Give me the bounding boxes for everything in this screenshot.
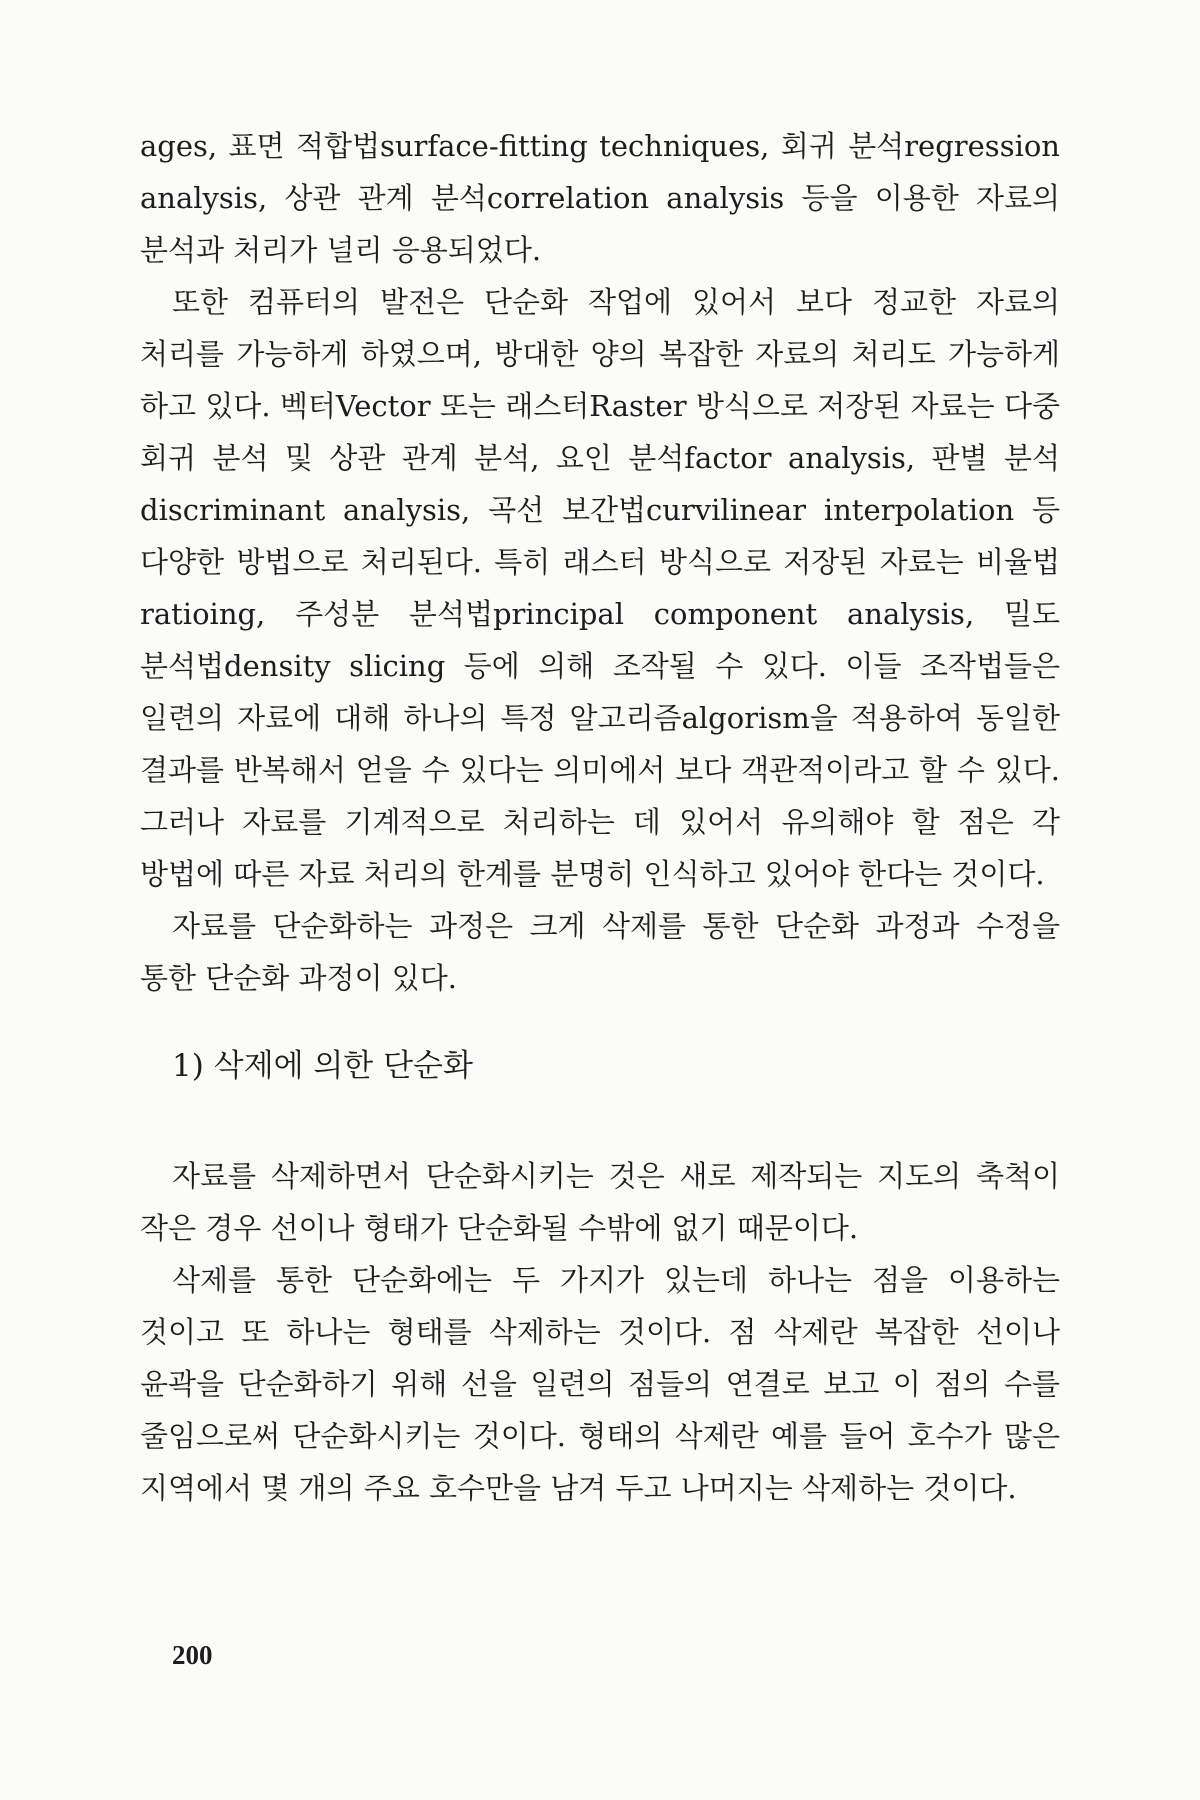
body-text-bottom — [140, 1150, 1060, 1514]
section-heading: 1) 삭제에 의한 단순화 — [172, 1048, 473, 1084]
page-number: 200 — [172, 1640, 213, 1670]
paragraph-deletion-methods: 삭제를 통한 단순화에는 두 가지가 있는데 하나는 점을 이용하는 것이고 또 하나는 형태를 삭제하는 것이다. 점 삭제란 복잡한 선이나 윤곽을 단순화하기 위해 선을 일련의 점들의 연결로 보고 이 점의 수를 줄임으로써 단순화시키는 것이다. 형태의 삭제란 예를 들어 호수가 많은 지역에서 몇 개의 주요 호수만을 남겨 두고 나머지는 삭제하는 것이다. — [140, 1263, 1060, 1505]
paragraph-simplification-process: 자료를 단순화하는 과정은 크게 삭제를 통한 단순화 과정과 수정을 통한 단순화 과정이 있다. — [140, 909, 1060, 995]
paragraph-computer-processing: 또한 컴퓨터의 발전은 단순화 작업에 있어서 보다 정교한 자료의 처리를 가능하게 하였으며, 방대한 양의 복잡한 자료의 처리도 가능하게 하고 있다. 벡터Vector 또는 래스터Raster 방식으로 저장된 자료는 다중 회귀 분석 및 상관 관계 분석, 요인 분석factor analysis, 판별 분석 discriminant analysis, 곡선 보간법curvilinear interpolation 등 다양한 방법으로 처리된다. 특히 래스터 방식으로 저장된 자료는 비율법 ratioing, 주성분 분석법principal component analysis, 밀도 분석법density slicing 등에 의해 조작될 수 있다. 이들 조작법들은 일련의 자료에 대해 하나의 특정 알고리즘algorism을 적용하여 동일한 결과를 반복해서 얻을 수 있다는 의미에서 보다 객관적이라고 할 수 있다. 그러나 자료를 기계적으로 처리하는 데 있어서 유의해야 할 점은 각 방법에 따른 자료 처리의 한계를 분명히 인식하고 있어야 한다는 것이다. — [140, 285, 1060, 891]
body-text-top — [140, 120, 1060, 1004]
paragraph-continued: ages, 표면 적합법surface-fitting techniques, 회귀 분석regression analysis, 상관 관계 분석correlation analysis 등을 이용한 자료의 분석과 처리가 널리 응용되었다. — [140, 129, 1060, 267]
paragraph-deletion-reason: 자료를 삭제하면서 단순화시키는 것은 새로 제작되는 지도의 축척이 작은 경우 선이나 형태가 단순화될 수밖에 없기 때문이다. — [140, 1159, 1060, 1245]
